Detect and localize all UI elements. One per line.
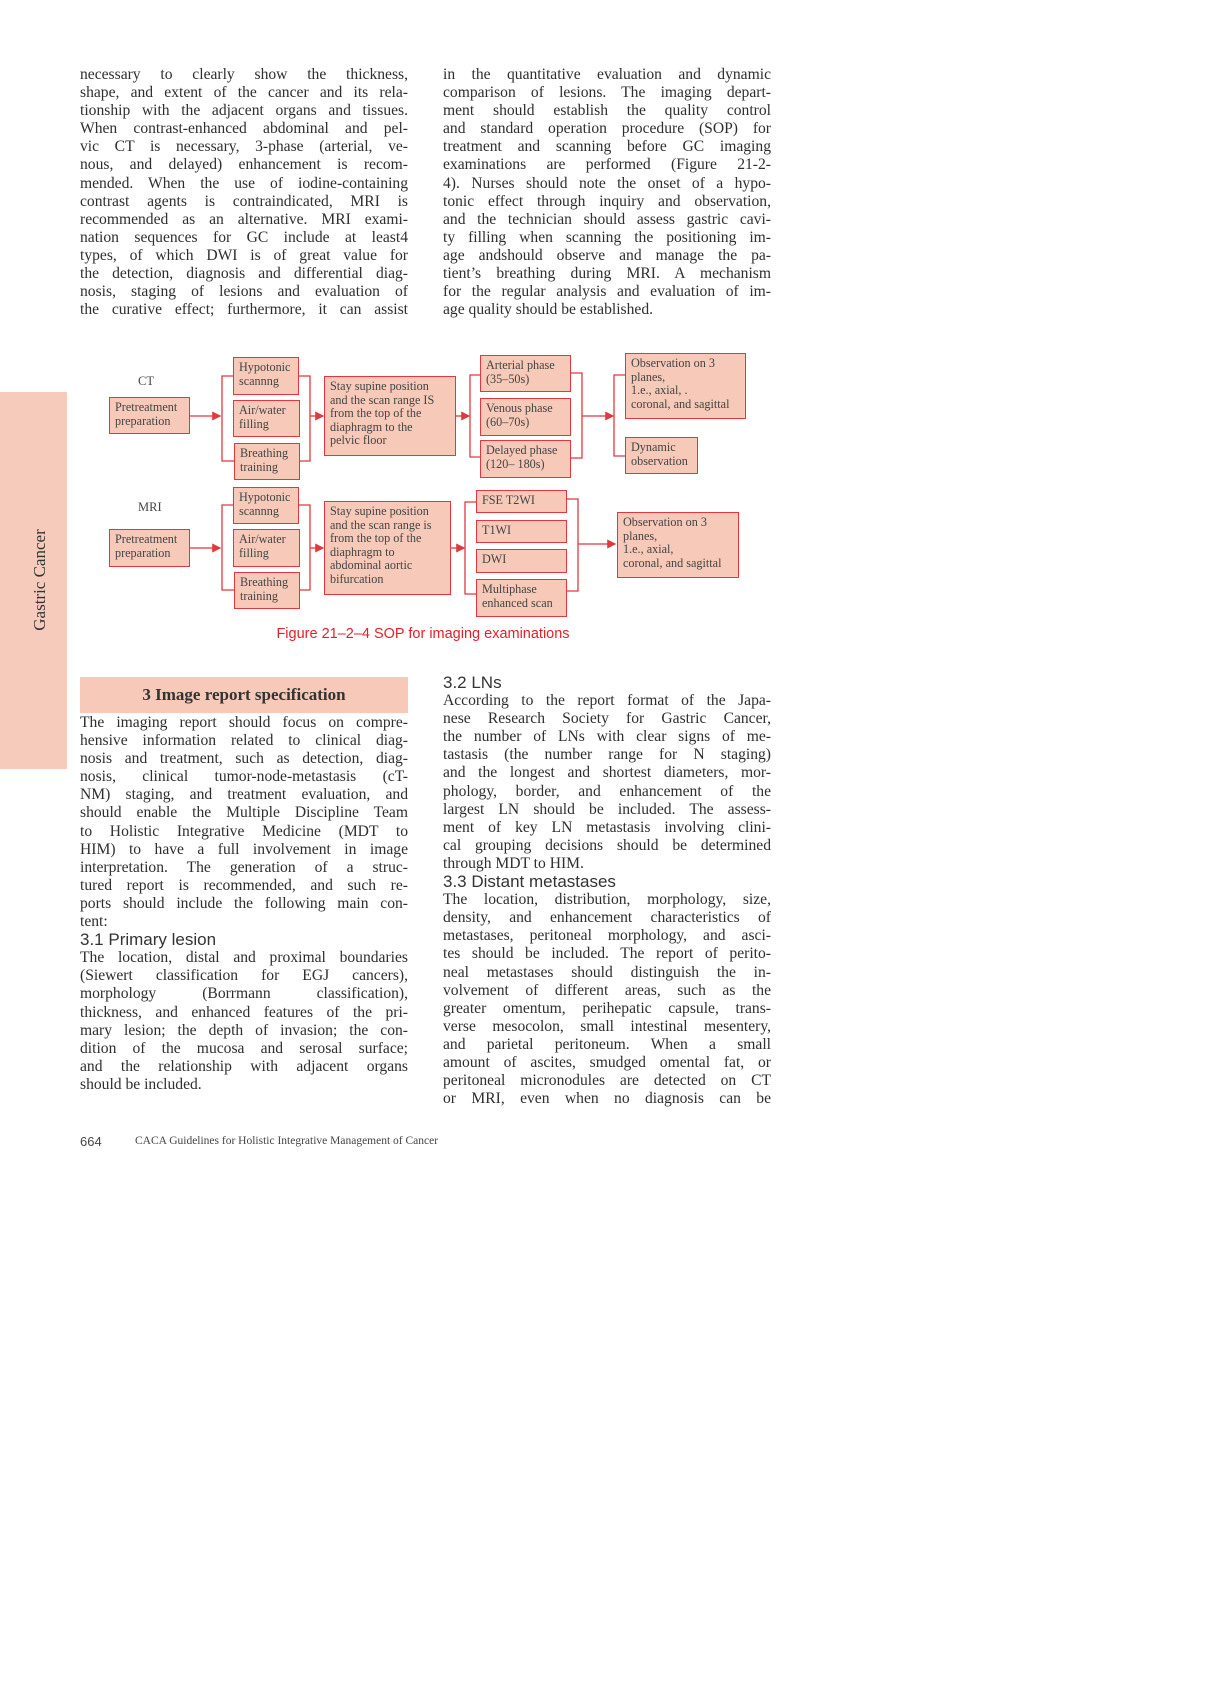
text-line: and standard operation procedure (SOP) for: [443, 120, 771, 138]
text-line: HIM) to have a full involvement in image: [80, 840, 408, 858]
text-line: and parietal peritoneum. When a small: [443, 1035, 771, 1053]
bracket: [614, 375, 625, 456]
text-line: nosis, clinical tumor-node-metastasis (cT-: [80, 768, 408, 786]
ct-airwater-box: Air/water filling: [233, 400, 300, 437]
text-line: examinations are performed (Figure 21-2-: [443, 156, 771, 174]
subsection-heading: 3.1 Primary lesion: [80, 930, 217, 950]
text-line: ment should establish the quality control: [443, 102, 771, 120]
text-line: recommended as an alternative. MRI exami-: [80, 210, 408, 228]
text-line: volvement of different areas, such as the: [443, 981, 771, 999]
text-line: (Siewert classification for EGJ cancers),: [80, 967, 408, 985]
text-line: density, and enhancement characteristics of: [443, 909, 771, 927]
text-line: tes should be included. The report of perito-: [443, 945, 771, 963]
text-line: When contrast-enhanced abdominal and pel-: [80, 120, 408, 138]
text-line: peritoneal micronodules are detected on CT: [443, 1072, 771, 1090]
mri-position-box: Stay supine position and the scan range is from the top of the diaphragm to abdominal aortic bifurcation: [324, 501, 451, 595]
text-line: interpretation. The generation of a struc-: [80, 858, 408, 876]
ct-delayed-box: Delayed phase (120– 180s): [480, 440, 571, 478]
ct-arterial-box: Arterial phase (35–50s): [480, 355, 571, 392]
text-column-bottom-right: [443, 674, 771, 1108]
ct-pretreatment-box: Pretreatment preparation: [109, 397, 190, 434]
bracket: [571, 373, 582, 458]
text-line: largest LN should be included. The assess-: [443, 800, 771, 818]
text-line: age quality should be established.: [443, 301, 654, 319]
text-line: The location, distal and proximal boundaries: [80, 949, 408, 967]
text-line: through MDT to HIM.: [443, 854, 584, 872]
text-line: cal grouping decisions should be determined: [443, 836, 771, 854]
ct-venous-box: Venous phase (60–70s): [480, 398, 571, 436]
mri-breathing-box: Breathing training: [234, 572, 300, 609]
text-line: to Holistic Integrative Medicine (MDT to: [80, 822, 408, 840]
mri-airwater-box: Air/water filling: [233, 529, 300, 567]
bracket: [299, 505, 310, 590]
text-line: necessary to clearly show the thickness,: [80, 66, 408, 83]
flowchart-connectors: [0, 0, 1218, 700]
mri-observation-box: Observation on 3 planes, 1.e., axial, coronal, and sagittal: [617, 512, 739, 578]
text-line: According to the report format of the Japa-: [443, 692, 771, 710]
text-line: types, of which DWI is of great value for: [80, 246, 408, 264]
text-line: and the longest and shortest diameters, mor-: [443, 764, 771, 782]
text-line: NM) staging, and treatment evaluation, and: [80, 786, 408, 804]
text-line: age andshould observe and manage the pa-: [443, 246, 771, 264]
text-line: ty filling when scanning the positioning im-: [443, 228, 771, 246]
text-line: comparison of lesions. The imaging depart-: [443, 84, 771, 102]
text-line: ports should include the following main con-: [80, 894, 408, 912]
text-line: contrast agents is contraindicated, MRI is: [80, 192, 408, 210]
mri-pretreatment-box: Pretreatment preparation: [109, 529, 190, 567]
chapter-side-tab-label: Gastric Cancer: [30, 529, 49, 631]
text-line: nese Research Society for Gastric Cancer,: [443, 710, 771, 728]
text-line: neal metastases should distinguish the in-: [443, 963, 771, 981]
text-line: ment of key LN metastasis involving clini-: [443, 818, 771, 836]
bracket: [465, 502, 476, 594]
mri-fse-box: FSE T2WI: [476, 490, 567, 513]
ct-dynamic-box: Dynamic observation: [625, 437, 698, 474]
bracket: [567, 499, 578, 591]
running-footer-title: CACA Guidelines for Holistic Integrative Management of Cancer: [135, 1135, 439, 1147]
ct-hypotonic-box: Hypotonic scannng: [233, 357, 299, 395]
text-line: the curative effect; furthermore, it can assist: [80, 301, 408, 319]
text-line: The imaging report should focus on compre-: [80, 714, 408, 731]
text-line: in the quantitative evaluation and dynamic: [443, 66, 771, 83]
ct-position-box: Stay supine position and the scan range IS from the top of the diaphragm to the pelvic floor: [324, 376, 456, 456]
text-line: the number of LNs with clear signs of me-: [443, 728, 771, 746]
text-line: mary lesion; the depth of invasion; the con-: [80, 1021, 408, 1039]
ct-label: CT: [138, 374, 154, 388]
text-line: tured report is recommended, and such re-: [80, 876, 408, 894]
text-line: tent:: [80, 913, 108, 931]
text-line: should enable the Multiple Discipline Team: [80, 804, 408, 822]
section-heading: 3 Image report specification: [80, 677, 408, 713]
text-line: hensive information related to clinical diag-: [80, 732, 408, 750]
text-line: amount of ascites, smudged omental fat, or: [443, 1053, 771, 1071]
text-line: dition of the mucosa and serosal surface;: [80, 1039, 408, 1057]
text-line: should be included.: [80, 1075, 202, 1093]
text-line: tionship with the adjacent organs and tissues.: [80, 102, 408, 120]
text-line: and the relationship with adjacent organs: [80, 1057, 408, 1075]
bracket: [299, 376, 310, 461]
text-line: or MRI, even when no diagnosis can be: [443, 1090, 771, 1108]
text-line: The location, distribution, morphology, size,: [443, 891, 771, 909]
text-line: and the technician should assess gastric cavi-: [443, 210, 771, 228]
bracket: [470, 375, 480, 457]
figure-caption: Figure 21–2–4 SOP for imaging examinations: [276, 626, 570, 642]
mri-multiphase-box: Multiphase enhanced scan: [476, 579, 567, 617]
text-line: thickness, and enhanced features of the pri-: [80, 1003, 408, 1021]
mri-label: MRI: [138, 500, 162, 514]
text-line: tonic effect through inquiry and observation,: [443, 192, 771, 210]
text-column-bottom-left: [80, 714, 408, 1094]
text-line: tastasis (the number range for N staging): [443, 746, 771, 764]
text-line: mended. When the use of iodine-containing: [80, 174, 408, 192]
page-number: 664: [80, 1134, 102, 1149]
text-line: greater omentum, perihepatic capsule, trans-: [443, 999, 771, 1017]
text-line: tient’s breathing during MRI. A mechanism: [443, 265, 771, 283]
text-line: nosis, staging of lesions and evaluation of: [80, 283, 408, 301]
text-line: nation sequences for GC include at least4: [80, 228, 408, 246]
mri-hypotonic-box: Hypotonic scannng: [233, 487, 299, 524]
subsection-heading: 3.3 Distant metastases: [443, 872, 616, 892]
mri-t1wi-box: T1WI: [476, 520, 567, 543]
text-line: the detection, diagnosis and differential diag-: [80, 265, 408, 283]
text-line: vic CT is necessary, 3-phase (arterial, ve-: [80, 138, 408, 156]
text-line: nous, and delayed) enhancement is recom-: [80, 156, 408, 174]
ct-observation-box: Observation on 3 planes, 1.e., axial, . coronal, and sagittal: [625, 353, 746, 419]
text-line: shape, and extent of the cancer and its rela-: [80, 84, 408, 102]
text-line: 4). Nurses should note the onset of a hypo-: [443, 174, 771, 192]
text-line: morphology (Borrmann classification),: [80, 985, 408, 1003]
text-line: for the regular analysis and evaluation of im-: [443, 283, 771, 301]
text-line: nosis and treatment, such as detection, diag-: [80, 750, 408, 768]
text-line: treatment and scanning before GC imaging: [443, 138, 771, 156]
ct-breathing-box: Breathing training: [234, 443, 300, 480]
mri-dwi-box: DWI: [476, 549, 567, 573]
text-line: phology, border, and enhancement of the: [443, 782, 771, 800]
subsection-heading: 3.2 LNs: [443, 673, 502, 692]
text-line: verse mesocolon, small intestinal mesentery,: [443, 1017, 771, 1035]
text-line: metastases, peritoneal morphology, and asci-: [443, 927, 771, 945]
